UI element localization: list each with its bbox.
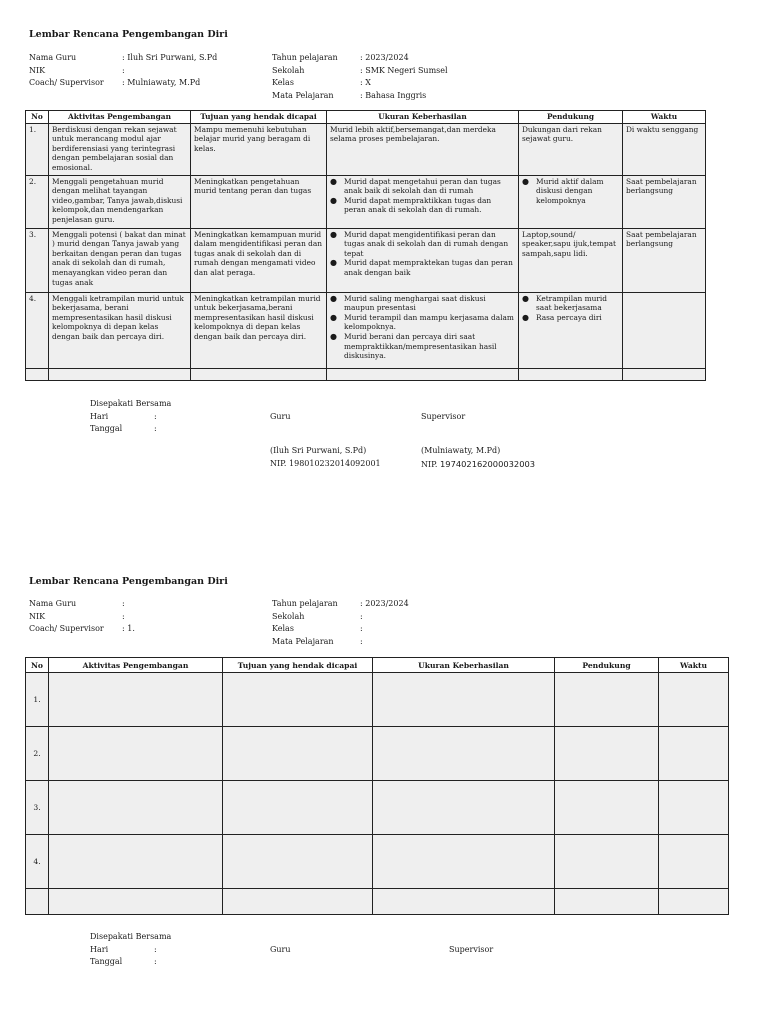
empty-cell [659, 835, 729, 889]
table-header-row [26, 111, 706, 124]
cell-no: 2. [26, 175, 49, 228]
col-header-aktivitas: Aktivitas Pengembangan [49, 658, 223, 673]
label-mapel: Mata Pelajaran [272, 636, 334, 646]
bullet-item: ● Murid dapat mengidentifikasi peran dan tugas anak di sekolah dan di rumah dengan tepat [330, 230, 515, 259]
col-header-aktivitas: Aktivitas Pengembangan [49, 111, 191, 124]
cell-tujuan: Meningkatkan ketrampilan murid untuk bekerjasama,berani mempresentasikan hasil diskusi kelompoknya di depan kelas dengan baik dan percaya diri. [191, 292, 327, 368]
value-kelas: : [360, 624, 363, 633]
form1-supervisor-label: Supervisor [421, 412, 466, 421]
form2-title: Lembar Rencana Pengembangan Diri [29, 576, 228, 587]
label-tahun: Tahun pelajaran [272, 53, 338, 62]
empty-cell [555, 889, 659, 915]
col-header-no: No [26, 111, 49, 124]
cell-ukuran [327, 123, 519, 175]
cell-ukuran [327, 228, 519, 292]
form2-supervisor-label: Supervisor [449, 945, 494, 954]
empty-cell [49, 673, 223, 727]
empty-cell [26, 368, 49, 380]
label-sekolah: Sekolah [272, 611, 305, 621]
empty-cell [223, 781, 373, 835]
hari-label: Hari [90, 411, 109, 421]
value-sekolah: : [360, 611, 363, 621]
tanggal-label: Tanggal [90, 424, 123, 433]
table-row [26, 175, 706, 228]
empty-cell [223, 835, 373, 889]
cell-no: 4. [26, 835, 49, 889]
cell-waktu: Saat pembelajaran berlangsung [623, 175, 706, 228]
cell-no: 4. [26, 292, 49, 368]
form2-plan-table [25, 657, 729, 915]
supervisor-nip-label: NIP. [421, 459, 438, 469]
empty-cell [191, 368, 327, 380]
value-mapel: : Bahasa Inggris [360, 90, 427, 100]
label-tahun: Tahun pelajaran [272, 599, 338, 608]
cell-aktivitas: Menggali ketrampilan murid untuk bekerjasama, berani mempresentasikan hasil diskusi kelompoknya di depan kelas dengan baik dan percaya diri. [49, 292, 191, 368]
table-row [26, 727, 729, 781]
value-nik: : [122, 65, 125, 75]
empty-cell [623, 368, 706, 380]
label-kelas: Kelas [272, 78, 294, 87]
cell-aktivitas: Menggali potensi ( bakat dan minat ) murid dengan Tanya jawab yang berkaitan dengan peran dan tugas anak di sekolah dan di rumah, menayangkan video peran dan tugas anak [49, 228, 191, 292]
col-header-ukuran: Ukuran Keberhasilan [327, 111, 519, 124]
form2-school-info [272, 598, 409, 648]
form2-guru-label: Guru [270, 945, 291, 954]
cell-line: Murid lebih aktif,bersemangat,dan merdeka selama proses pembelajaran. [330, 124, 496, 144]
cell-pendukung [519, 175, 623, 228]
supervisor-name: (Mulniawaty, M.Pd) [421, 446, 501, 455]
form1-supervisor-signature [421, 445, 535, 471]
value-nama-guru: : Iluh Sri Purwani, S.Pd [122, 53, 218, 62]
label-mapel: Mata Pelajaran [272, 90, 334, 100]
cell-tujuan: Mampu memenuhi kebutuhan belajar murid yang beragam di kelas. [191, 123, 327, 175]
table-row [26, 123, 706, 175]
empty-cell [373, 727, 555, 781]
label-sekolah: Sekolah [272, 65, 305, 75]
col-header-waktu: Waktu [623, 111, 706, 124]
empty-cell [49, 835, 223, 889]
cell-waktu: Saat pembelajaran berlangsung [623, 228, 706, 292]
guru-name: (Iluh Sri Purwani, S.Pd) [270, 446, 367, 455]
agreement-heading: Disepakati Bersama [90, 932, 172, 941]
cell-pendukung [519, 123, 623, 175]
empty-cell [555, 673, 659, 727]
cell-ukuran [327, 175, 519, 228]
bullet-item: ● Murid dapat mempraktikkan tugas dan peran anak di sekolah dan di rumah. [330, 196, 515, 215]
cell-aktivitas: Menggali pengetahuan murid dengan melihat tayangan video,gambar, Tanya jawab,diskusi kelompok,dan mendengarkan penjelasan guru. [49, 175, 191, 228]
col-header-tujuan: Tujuan yang hendak dicapai [223, 658, 373, 673]
table-row [26, 228, 706, 292]
tanggal-colon: : [154, 424, 157, 433]
empty-cell [555, 781, 659, 835]
empty-cell [659, 673, 729, 727]
label-kelas: Kelas [272, 624, 294, 633]
value-tahun: : 2023/2024 [360, 599, 409, 608]
label-coach: Coach/ Supervisor [29, 78, 104, 87]
label-coach: Coach/ Supervisor [29, 624, 104, 633]
hari-label: Hari [90, 944, 109, 954]
value-coach: : 1. [122, 624, 135, 633]
empty-cell [555, 727, 659, 781]
empty-cell [49, 368, 191, 380]
label-nama-guru: Nama Guru [29, 53, 77, 62]
table-row-empty [26, 368, 706, 380]
value-nama-guru: : [122, 599, 125, 608]
hari-colon: : [154, 944, 157, 954]
form1-teacher-info [29, 52, 217, 90]
cell-pendukung [519, 292, 623, 368]
cell-no: 3. [26, 228, 49, 292]
empty-cell [373, 889, 555, 915]
table-row [26, 889, 729, 915]
form1-title: Lembar Rencana Pengembangan Diri [29, 29, 228, 40]
cell-line: Dukungan dari rekan sejawat guru. [522, 124, 602, 144]
cell-no: 3. [26, 781, 49, 835]
empty-cell [49, 781, 223, 835]
agreement-heading: Disepakati Bersama [90, 399, 172, 408]
table-row [26, 781, 729, 835]
empty-cell [659, 889, 729, 915]
empty-cell [555, 835, 659, 889]
col-header-ukuran: Ukuran Keberhasilan [373, 658, 555, 673]
empty-cell [659, 781, 729, 835]
form1-guru-signature [270, 445, 381, 470]
empty-cell [49, 727, 223, 781]
hari-colon: : [154, 411, 157, 421]
supervisor-nip: 197402162000032003 [440, 458, 536, 469]
cell-line: Laptop,sound/ speaker,sapu ijuk,tempat sampah,sapu lidi. [522, 229, 616, 258]
form1-plan-table [25, 110, 706, 381]
table-header-row [26, 658, 729, 673]
empty-cell [373, 835, 555, 889]
label-nik: NIK [29, 65, 46, 75]
table-row [26, 292, 706, 368]
form2-agreement [90, 931, 171, 969]
cell-ukuran [327, 292, 519, 368]
cell-tujuan: Meningkatkan pengetahuan murid tentang peran dan tugas [191, 175, 327, 228]
empty-cell [373, 781, 555, 835]
empty-cell [49, 889, 223, 915]
empty-cell [223, 727, 373, 781]
bullet-item: ● Murid saling menghargai saat diskusi maupun presentasi [330, 294, 515, 313]
table-row [26, 835, 729, 889]
empty-cell [659, 727, 729, 781]
value-kelas: : X [360, 78, 371, 87]
cell-no [26, 889, 49, 915]
form2-teacher-info [29, 598, 135, 636]
form1-school-info [272, 52, 448, 102]
tanggal-colon: : [154, 957, 157, 966]
empty-cell [223, 889, 373, 915]
value-nik: : [122, 611, 125, 621]
bullet-item: ● Ketrampilan murid saat bekerjasama [522, 294, 619, 313]
cell-no: 2. [26, 727, 49, 781]
value-tahun: : 2023/2024 [360, 53, 409, 62]
cell-pendukung [519, 228, 623, 292]
form1-guru-label: Guru [270, 412, 291, 421]
col-header-pendukung: Pendukung [519, 111, 623, 124]
value-mapel: : [360, 636, 363, 646]
guru-nip: NIP. 198010232014092001 [270, 458, 381, 468]
value-sekolah: : SMK Negeri Sumsel [360, 65, 448, 75]
empty-cell [519, 368, 623, 380]
col-header-no: No [26, 658, 49, 673]
cell-waktu [623, 292, 706, 368]
form1-agreement [90, 398, 171, 436]
tanggal-label: Tanggal [90, 957, 123, 966]
bullet-item: ● Murid dapat mempraktekan tugas dan peran anak dengan baik [330, 258, 515, 277]
empty-cell [223, 673, 373, 727]
bullet-item: ● Murid aktif dalam diskusi dengan kelompoknya [522, 177, 619, 206]
cell-no: 1. [26, 673, 49, 727]
label-nik: NIK [29, 611, 46, 621]
cell-no: 1. [26, 123, 49, 175]
col-header-pendukung: Pendukung [555, 658, 659, 673]
empty-cell [373, 673, 555, 727]
bullet-item: ● Murid terampil dan mampu kerjasama dalam kelompoknya. [330, 313, 515, 332]
col-header-waktu: Waktu [659, 658, 729, 673]
empty-cell [327, 368, 519, 380]
cell-aktivitas: Berdiskusi dengan rekan sejawat untuk merancang modul ajar berdiferensiasi yang terintegrasi dengan pembelajaran sosial dan emosional. [49, 123, 191, 175]
label-nama-guru: Nama Guru [29, 599, 77, 608]
cell-tujuan: Meningkatkan kemampuan murid dalam mengidentifikasi peran dan tugas anak di sekolah dan di rumah dengan mengamati video dan alat peraga. [191, 228, 327, 292]
bullet-item: ● Murid berani dan percaya diri saat mempraktikkan/mempresentasikan hasil diskusinya. [330, 332, 515, 361]
cell-waktu: Di waktu senggang [623, 123, 706, 175]
value-coach: : Mulniawaty, M.Pd [122, 78, 201, 87]
table-row [26, 673, 729, 727]
bullet-item: ● Murid dapat mengetahui peran dan tugas anak baik di sekolah dan di rumah [330, 177, 515, 196]
col-header-tujuan: Tujuan yang hendak dicapai [191, 111, 327, 124]
bullet-item: ● Rasa percaya diri [522, 313, 619, 323]
